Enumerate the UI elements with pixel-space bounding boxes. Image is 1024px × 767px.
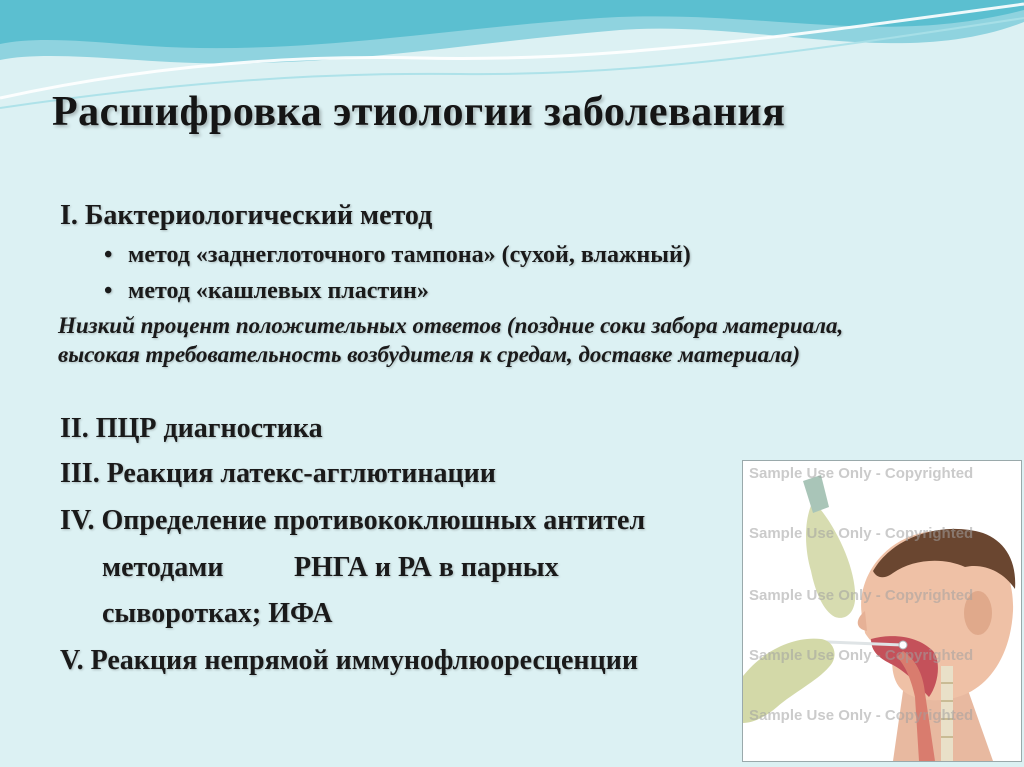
watermark-text: Sample Use Only - Copyrighted — [749, 707, 974, 724]
swab-illustration — [742, 460, 1022, 762]
limitation-note: Низкий процент положительных ответов (поздние соки забора материала, высокая требовательность возбудителя к средам, доставке материала) — [58, 313, 844, 367]
watermark-text: Sample Use Only - Copyrighted — [749, 525, 974, 542]
section-antibodies-methods: методами — [102, 552, 224, 583]
bullet-item-swab — [104, 242, 691, 269]
section-pcr: II. ПЦР диагностика — [60, 413, 323, 444]
watermark-text: Sample Use Only - Copyrighted — [749, 647, 974, 664]
section-antibodies-methods-list: РНГА и РА в парных — [294, 552, 559, 583]
section-latex: III. Реакция латекс-агглютинации — [60, 458, 496, 489]
section-antibodies-sera: сыворотках; ИФА — [102, 598, 333, 629]
bullet-text: метод «заднеглоточного тампона» (сухой, влажный) — [128, 242, 691, 268]
bullet-text: метод «кашлевых пластин» — [128, 278, 429, 304]
bullet-icon: • — [104, 242, 113, 268]
watermark-text: Sample Use Only - Copyrighted — [749, 465, 974, 482]
watermark-text: Sample Use Only - Copyrighted — [749, 587, 974, 604]
section-bacteriological: I. Бактериологический метод — [60, 200, 433, 231]
slide-title: Расшифровка этиологии заболевания — [52, 89, 786, 135]
bullet-item-cough-plates — [104, 278, 429, 305]
bullet-icon: • — [104, 278, 113, 304]
section-antibodies: IV. Определение противококлюшных антител — [60, 505, 646, 536]
section-immunofluorescence: V. Реакция непрямой иммунофлюоресценции — [60, 645, 638, 676]
